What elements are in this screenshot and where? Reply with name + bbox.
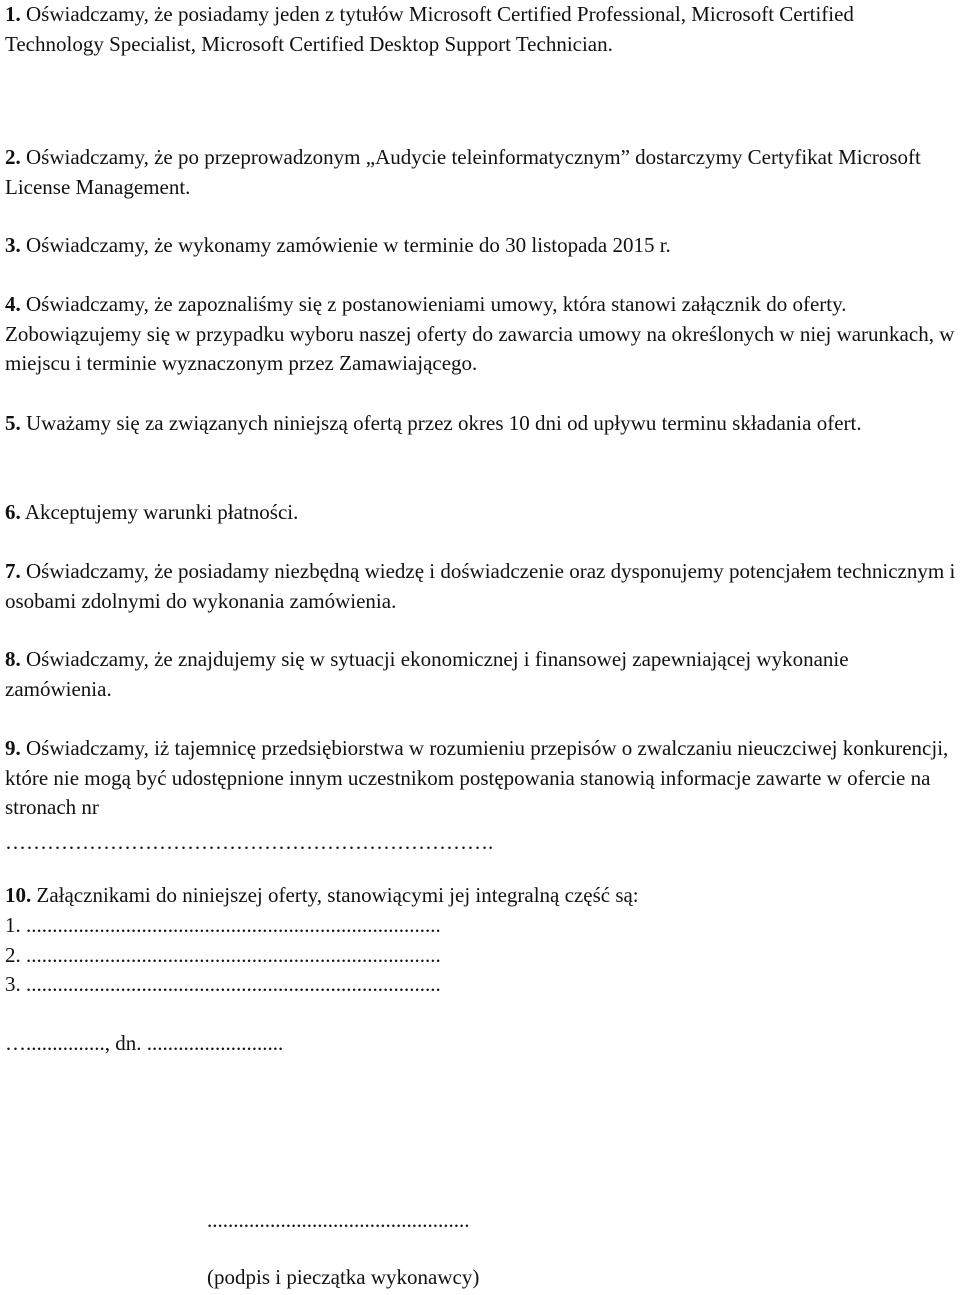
item-text: Oświadczamy, że wykonamy zamówienie w terminie do 30 listopada 2015 r. (26, 233, 671, 257)
item-number: 3. (5, 233, 21, 257)
declaration-item-7 (5, 557, 957, 616)
item-number: 1. (5, 2, 21, 26)
item-text: Akceptujemy warunki płatności. (24, 500, 299, 524)
declaration-item-8 (5, 645, 957, 704)
attachment-line-3: 3. ............................................................................... (5, 972, 441, 996)
declaration-item-1 (5, 0, 957, 59)
signature-line: .................................................. (207, 1208, 470, 1232)
item-number: 7. (5, 559, 21, 583)
item-number: 4. (5, 292, 21, 316)
declaration-item-9 (5, 734, 957, 823)
item-number: 9. (5, 736, 21, 760)
item-text: Oświadczamy, że znajdujemy się w sytuacji ekonomicznej i finansowej zapewniającej wykonanie zamówienia. (5, 647, 849, 701)
item-number: 5. (5, 411, 21, 435)
item-text: Oświadczamy, że po przeprowadzonym „Audycie teleinformatycznym” dostarczymy Certyfikat Microsoft License Management. (5, 145, 921, 199)
item-number: 2. (5, 145, 21, 169)
declaration-item-5 (5, 409, 957, 439)
item-number: 10. (5, 883, 32, 907)
declaration-item-3 (5, 231, 957, 261)
declaration-item-4 (5, 290, 957, 379)
item-text: Oświadczamy, iż tajemnicę przedsiębiorstwa w rozumieniu przepisów o zwalczaniu nieuczciwej konkurencji, które nie mogą być udostępnione innym uczestnikom postępowania stanowią informacje zawarte w ofercie na stronach nr (5, 736, 949, 819)
declaration-item-2 (5, 143, 957, 202)
item-number: 8. (5, 647, 21, 671)
item-text: Oświadczamy, że posiadamy niezbędną wiedzę i doświadczenie oraz dysponujemy potencjałem technicznym i osobami zdolnymi do wykonania zamówienia. (5, 559, 956, 613)
item-text: Oświadczamy, że posiadamy jeden z tytułów Microsoft Certified Professional, Microsoft Certified Technology Specialist, Microsoft Certified Desktop Support Technician. (5, 2, 854, 56)
item-text: Oświadczamy, że zapoznaliśmy się z postanowieniami umowy, która stanowi załącznik do oferty. Zobowiązujemy się w przypadku wyboru naszej oferty do zawarcia umowy na określonych w niej warunkach, w miejscu i terminie wyznaczonym przez Zamawiającego. (5, 292, 955, 375)
declaration-item-10 (5, 881, 957, 911)
attachment-line-2: 2. ............................................................................... (5, 943, 441, 967)
place-and-date-line: …..............., dn. .......................... (5, 1031, 284, 1055)
item-number: 6. (5, 500, 21, 524)
declaration-item-6 (5, 498, 957, 528)
item-text: Załącznikami do niniejszej oferty, stanowiącymi jej integralną część są: (36, 883, 639, 907)
item-text: Uważamy się za związanych niniejszą ofertą przez okres 10 dni od upływu terminu składania ofert. (26, 411, 862, 435)
signature-caption: (podpis i pieczątka wykonawcy) (207, 1265, 480, 1289)
page-range-blank: ……………………………………………………………. (5, 830, 494, 854)
attachment-line-1: 1. ............................................................................... (5, 913, 441, 937)
